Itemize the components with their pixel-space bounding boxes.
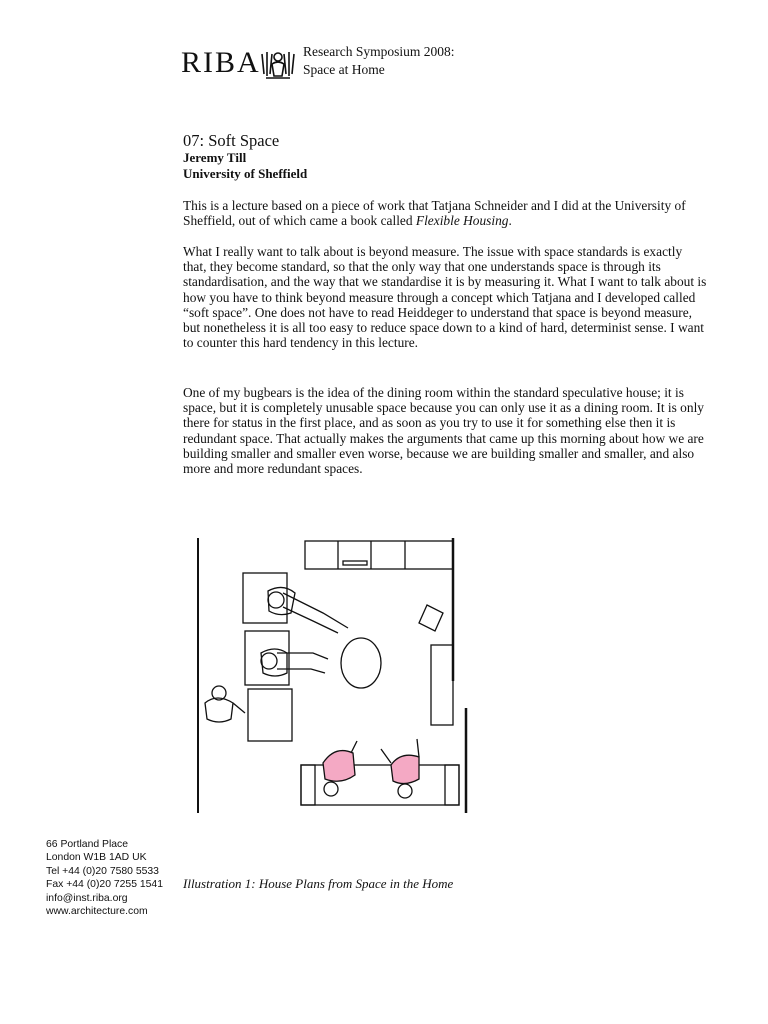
address-line-2: London W1B 1AD UK: [46, 852, 147, 864]
author-name: Jeremy Till: [183, 150, 247, 165]
fax-line: Fax +44 (0)20 7255 1541: [46, 879, 163, 891]
paragraph-1-text: This is a lecture based on a piece of work that Tatjana Schneider and I did at the University of Sheffield, out of which came a book called: [183, 198, 686, 229]
symposium-line-2: Space at Home: [303, 62, 385, 77]
paragraph-3: One of my bugbears is the idea of the dining room within the standard speculative house; it is space, but it is completely unusable space because you can only use it as a dining room. It is only there for status in the first place, and as soon as you try to use it for something else then it is redundant space. That actually makes the arguments that came up this morning about how we are building smaller and smaller even worse, because we are building smaller and smaller, and also more and more redundant spaces.: [183, 385, 704, 477]
email-line: info@inst.riba.org: [46, 892, 128, 904]
paragraph-1-end: .: [508, 213, 512, 229]
author-block: [183, 150, 307, 181]
paragraph-2: What I really want to talk about is beyond measure. The issue with space standards is exactly that, they become standard, so that the only way that one understands space is through its standardisation, and the way that we standardise it is by measuring it. What I want to talk about is how you have to think beyond measure through a concept which Tatjana and I developed called “soft space”. One does not have to read Heiddeger to understand that space is beyond measure, but nonetheless it is all too easy to reduce space down to a kind of hard, determinist sense. I want to counter this hard tendency in this lecture.: [183, 244, 707, 351]
book-title: Flexible Housing: [415, 213, 509, 229]
house-plan-illustration: [183, 513, 523, 835]
riba-crest-icon: [258, 44, 298, 84]
figure-caption: Illustration 1: House Plans from Space in the Home: [183, 876, 454, 891]
website-line: www.architecture.com: [46, 906, 148, 918]
author-affiliation: University of Sheffield: [183, 165, 308, 181]
riba-logo-text: RIBA: [181, 46, 261, 79]
address-line-1: 66 Portland Place: [46, 839, 129, 850]
section-title: 07: Soft Space: [183, 131, 280, 150]
seated-figures-accent: [323, 739, 419, 798]
paragraph-1: [183, 198, 708, 228]
phone-line: Tel +44 (0)20 7580 5533: [46, 865, 159, 877]
symposium-line-1: Research Symposium 2008:: [303, 44, 455, 59]
symposium-heading: [303, 43, 455, 79]
contact-block: [46, 838, 163, 918]
